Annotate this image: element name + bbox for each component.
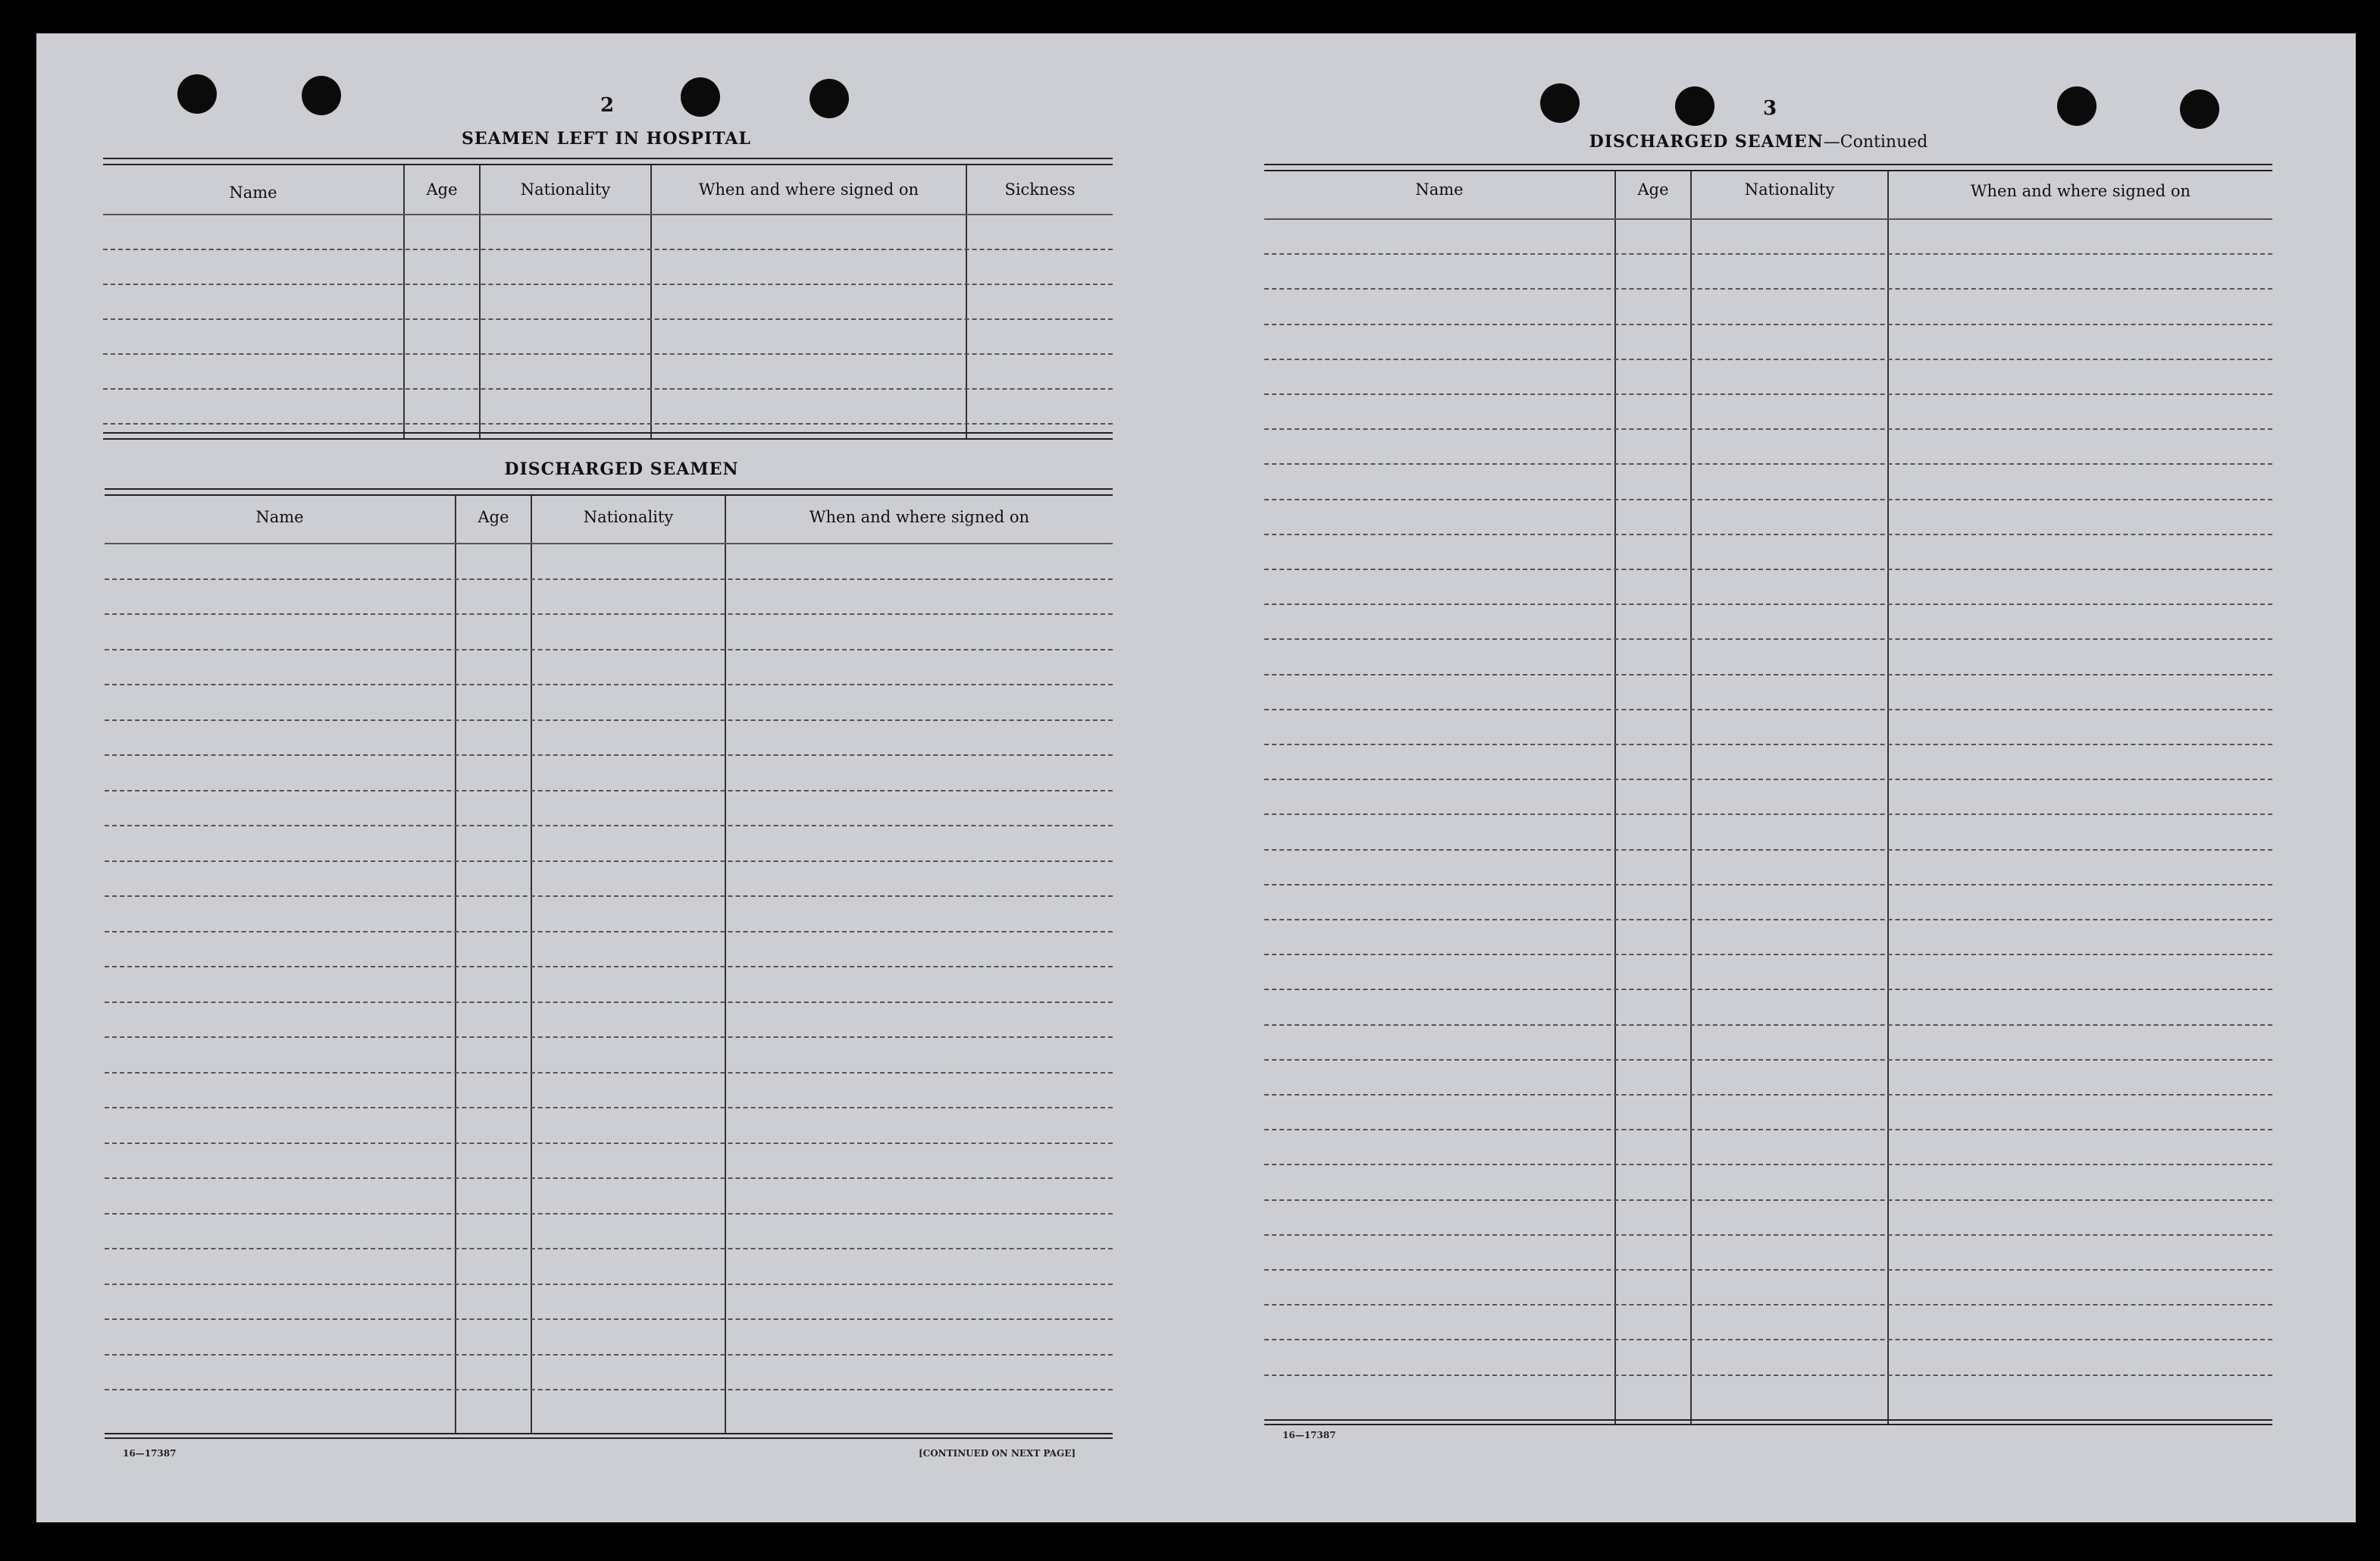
row-line: [1264, 884, 2272, 886]
row-line: [1264, 288, 2272, 290]
row-line: [105, 1213, 1113, 1215]
punch-hole: [681, 77, 720, 117]
row-line: [1264, 779, 2272, 780]
row-line: [1264, 534, 2272, 535]
col-header-name: Name: [1415, 180, 1464, 199]
row-line: [1264, 218, 2272, 220]
row-line: [105, 1177, 1113, 1179]
row-line: [105, 1354, 1113, 1356]
row-line: [105, 754, 1113, 756]
row-line: [1264, 569, 2272, 570]
discharged-table-left: [105, 488, 1113, 1440]
col-header-signed-on: When and where signed on: [1970, 182, 2191, 200]
discharged-section-title: DISCHARGED SEAMEN: [504, 459, 739, 479]
punch-hole: [2180, 89, 2219, 129]
row-line: [105, 649, 1113, 650]
discharged-title-suffix: —Continued: [1823, 133, 1928, 152]
punch-hole: [1675, 86, 1715, 126]
col-header-age: Age: [478, 508, 509, 526]
row-line: [1264, 813, 2272, 815]
row-line: [1264, 1164, 2272, 1165]
row-line: [105, 966, 1113, 967]
discharged-continued-title: [1516, 132, 2001, 152]
row-line: [105, 1248, 1113, 1249]
row-line: [105, 1036, 1113, 1038]
punch-hole: [2057, 86, 2097, 126]
row-line: [1264, 1374, 2272, 1376]
row-line: [105, 790, 1113, 791]
row-line: [1264, 1094, 2272, 1096]
row-line: [105, 613, 1113, 615]
row-line: [1264, 1059, 2272, 1061]
discharged-table-right: [1264, 164, 2272, 1427]
row-line: [1264, 1199, 2272, 1201]
punch-hole: [302, 76, 341, 115]
row-line: [105, 684, 1113, 685]
row-line: [1264, 1304, 2272, 1306]
continued-note: [CONTINUED ON NEXT PAGE]: [919, 1448, 1076, 1459]
row-line: [1264, 359, 2272, 360]
row-line: [1264, 253, 2272, 255]
row-line: [1264, 428, 2272, 430]
row-line: [105, 931, 1113, 933]
hospital-section-title: SEAMEN LEFT IN HOSPITAL: [462, 129, 751, 149]
row-line: [1264, 1129, 2272, 1130]
col-header-name: Name: [229, 183, 277, 202]
col-header-age: Age: [426, 180, 458, 199]
row-line: [105, 543, 1113, 544]
row-line: [105, 860, 1113, 862]
col-header-signed-on: When and where signed on: [698, 180, 919, 199]
punch-hole: [810, 79, 849, 118]
row-line: [105, 895, 1113, 897]
col-header-sickness: Sickness: [1004, 180, 1076, 199]
row-line: [1264, 393, 2272, 395]
row-line: [1264, 1339, 2272, 1340]
col-header-age: Age: [1637, 180, 1669, 199]
row-line: [1264, 989, 2272, 990]
row-line: [1264, 919, 2272, 920]
row-line: [1264, 638, 2272, 640]
col-header-signed-on: When and where signed on: [809, 508, 1030, 526]
hospital-table: [103, 158, 1113, 441]
form-number-left: 16—17387: [123, 1448, 177, 1459]
form-number-right: 16—17387: [1282, 1430, 1336, 1440]
row-line: [105, 825, 1113, 826]
col-header-nationality: Nationality: [583, 508, 674, 526]
row-line: [1264, 744, 2272, 745]
col-header-nationality: Nationality: [1744, 180, 1835, 199]
row-line: [105, 1072, 1113, 1074]
row-line: [1264, 849, 2272, 851]
row-line: [1264, 603, 2272, 605]
col-header-name: Name: [255, 508, 304, 526]
discharged-title-main: DISCHARGED SEAMEN: [1589, 132, 1824, 152]
page-number-left: 2: [600, 94, 615, 117]
row-line: [105, 1318, 1113, 1320]
row-line: [105, 578, 1113, 580]
row-line: [105, 719, 1113, 721]
col-header-nationality: Nationality: [520, 180, 611, 199]
row-line: [1264, 463, 2272, 465]
punch-hole: [1540, 83, 1580, 123]
row-line: [1264, 1024, 2272, 1026]
row-line: [105, 1284, 1113, 1285]
page-number-right: 3: [1763, 97, 1777, 120]
row-line: [105, 1143, 1113, 1144]
punch-hole: [177, 74, 217, 114]
row-line: [1264, 709, 2272, 710]
row-line: [1264, 499, 2272, 500]
row-line: [1264, 324, 2272, 325]
row-line: [105, 1107, 1113, 1108]
row-line: [1264, 1234, 2272, 1236]
row-line: [105, 1389, 1113, 1390]
row-line: [1264, 1269, 2272, 1271]
row-line: [105, 1001, 1113, 1003]
row-line: [1264, 674, 2272, 675]
row-line: [1264, 954, 2272, 955]
